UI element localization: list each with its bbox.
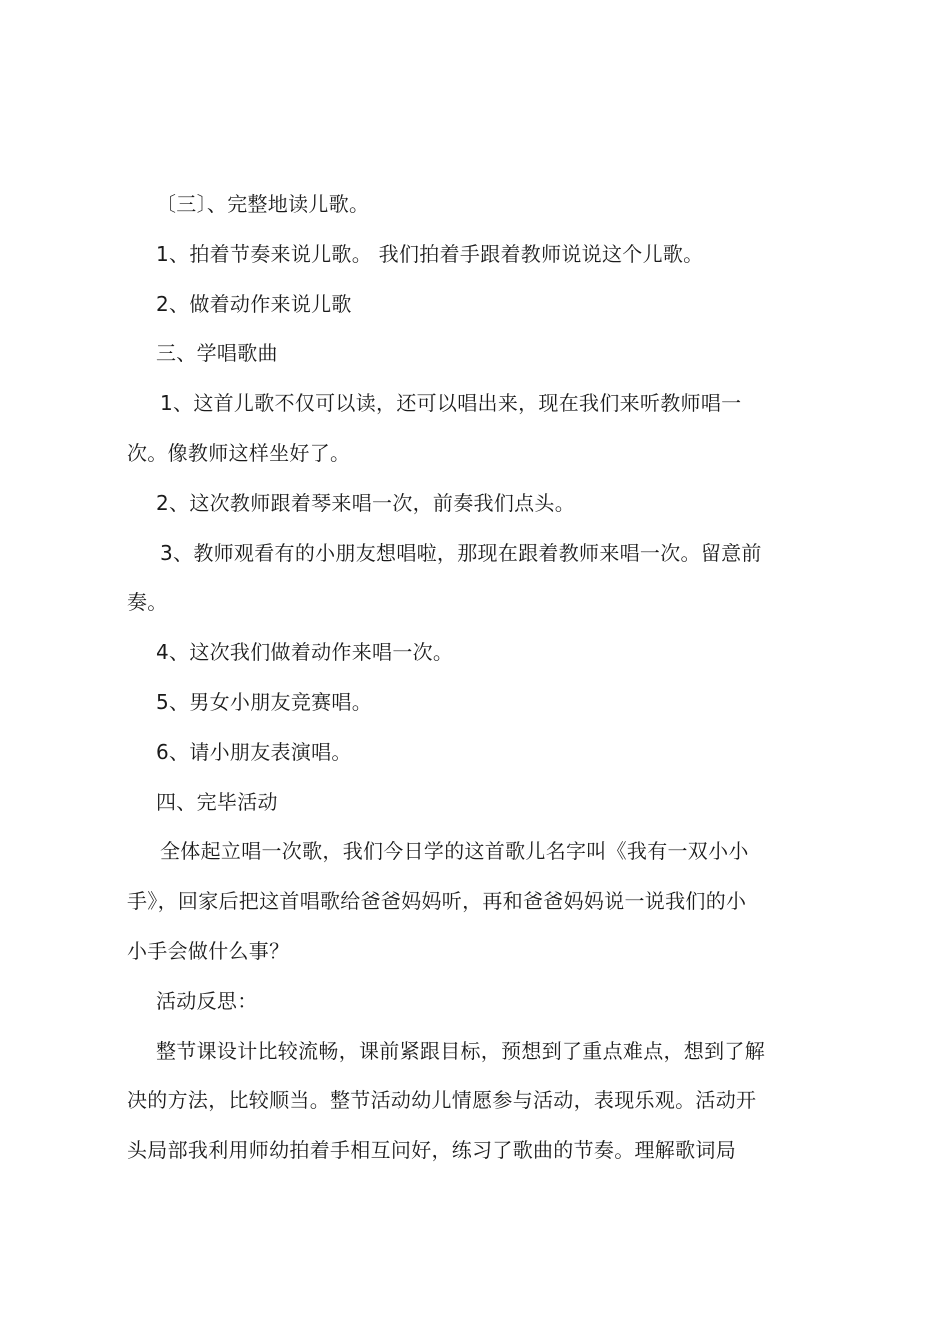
paragraph-line: 全体起立唱一次歌，我们今日学的这首歌儿名字叫《我有一双小小 bbox=[160, 839, 749, 864]
step-line-1: 1、拍着节奏来说儿歌。 我们拍着手跟着教师说说这个儿歌。 bbox=[156, 241, 704, 266]
paragraph-line: 手》，回家后把这首唱歌给爸爸妈妈听，再和爸爸妈妈说一说我们的小 bbox=[127, 889, 747, 914]
section-heading-reflection: 活动反思： bbox=[156, 988, 258, 1013]
section-heading-read-rhyme: 〔三〕、完整地读儿歌。 bbox=[156, 192, 370, 216]
paragraph-line: 奏。 bbox=[127, 590, 168, 615]
paragraph-line: 3、教师观看有的小朋友想唱啦，那现在跟着教师来唱一次。留意前 bbox=[160, 540, 762, 565]
paragraph-line: 1、这首儿歌不仅可以读，还可以唱出来，现在我们来听教师唱一 bbox=[160, 391, 742, 416]
paragraph-line: 2、这次教师跟着琴来唱一次，前奏我们点头。 bbox=[156, 490, 576, 515]
paragraph-line: 决的方法，比较顺当。整节活动幼儿情愿参与活动，表现乐观。活动开 bbox=[127, 1088, 757, 1113]
section-heading-learn-song: 三、学唱歌曲 bbox=[156, 341, 278, 366]
paragraph-line: 次。像教师这样坐好了。 bbox=[127, 440, 351, 465]
step-line-2: 2、做着动作来说儿歌 bbox=[156, 291, 352, 316]
paragraph-line: 头局部我利用师幼拍着手相互问好，练习了歌曲的节奏。理解歌词局 bbox=[127, 1138, 736, 1163]
section-heading-end-activity: 四、完毕活动 bbox=[156, 789, 278, 814]
paragraph-line: 小手会做什么事？ bbox=[127, 938, 290, 963]
paragraph-line: 4、这次我们做着动作来唱一次。 bbox=[156, 640, 454, 665]
paragraph-line: 整节课设计比较流畅，课前紧跟目标，预想到了重点难点，想到了解 bbox=[156, 1038, 765, 1063]
document-body bbox=[127, 180, 833, 1176]
paragraph-line: 5、男女小朋友竞赛唱。 bbox=[156, 689, 373, 714]
paragraph-line: 6、请小朋友表演唱。 bbox=[156, 739, 352, 764]
